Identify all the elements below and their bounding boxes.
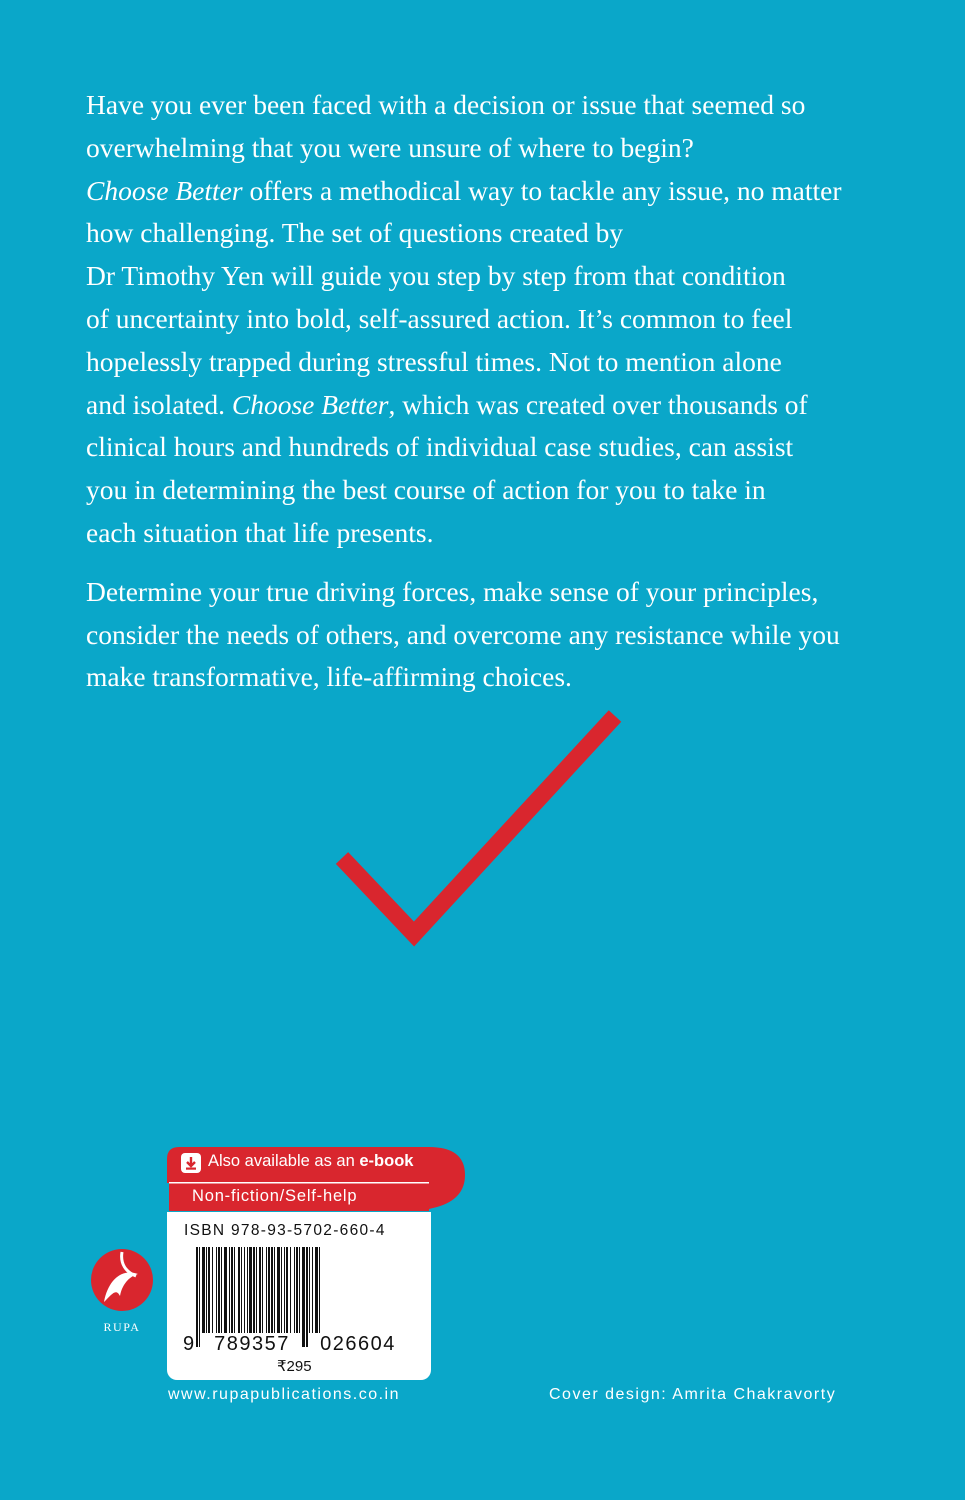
- blurb-paragraph-1: [86, 84, 886, 555]
- book-title-italic: Choose Better: [231, 388, 389, 420]
- blurb-paragraph-2: [86, 571, 886, 699]
- back-cover-blurb: [86, 84, 886, 699]
- blurb-line: and isolated. Choose Better, which was created over thousands of: [86, 388, 808, 420]
- rupa-logo-icon: [86, 1242, 158, 1322]
- blurb-line: make transformative, life-affirming choices.: [86, 661, 572, 693]
- blurb-line: Choose Better offers a methodical way to tackle any issue, no matter: [86, 174, 842, 206]
- blurb-line: Have you ever been faced with a decision or issue that seemed so: [86, 89, 806, 120]
- isbn-text: ISBN 978-93-5702-660-4: [184, 1222, 386, 1239]
- blurb-line: Determine your true driving forces, make sense of your principles,: [86, 575, 819, 607]
- book-title-italic: Choose Better: [86, 174, 243, 206]
- barcode-first-digit: 9: [183, 1333, 195, 1355]
- barcode-bars: [196, 1247, 412, 1347]
- blurb-line: overwhelming that you were unsure of where to begin?: [86, 131, 694, 163]
- genre-label: Non-fiction/Self-help: [192, 1187, 358, 1205]
- publisher-logo-text: RUPA: [103, 1320, 141, 1334]
- blurb-line: how challenging. The set of questions created by: [86, 217, 624, 249]
- barcode-right-digits: 026604: [308, 1333, 408, 1356]
- cover-design-credit: Cover design: Amrita Chakravorty: [549, 1386, 837, 1403]
- blurb-line: clinical hours and hundreds of individual case studies, can assist: [86, 431, 794, 463]
- blurb-line: you in determining the best course of action for you to take in: [86, 474, 766, 506]
- download-icon: [180, 1152, 202, 1174]
- publisher-website[interactable]: www.rupapublications.co.in: [168, 1386, 400, 1403]
- blurb-line: consider the needs of others, and overcome any resistance while you: [86, 618, 840, 650]
- blurb-line: of uncertainty into bold, self-assured action. It’s common to feel: [86, 302, 793, 334]
- barcode-left-digits: 789357: [202, 1333, 302, 1356]
- blurb-line: hopelessly trapped during stressful times. Not to mention alone: [86, 345, 782, 377]
- ebook-availability-text: Also available as an e-book: [208, 1152, 414, 1170]
- red-checkmark-icon: [330, 700, 630, 960]
- blurb-line: Dr Timothy Yen will guide you step by step from that condition: [86, 260, 786, 292]
- blurb-line: each situation that life presents.: [86, 516, 434, 548]
- price: ₹295: [277, 1358, 312, 1375]
